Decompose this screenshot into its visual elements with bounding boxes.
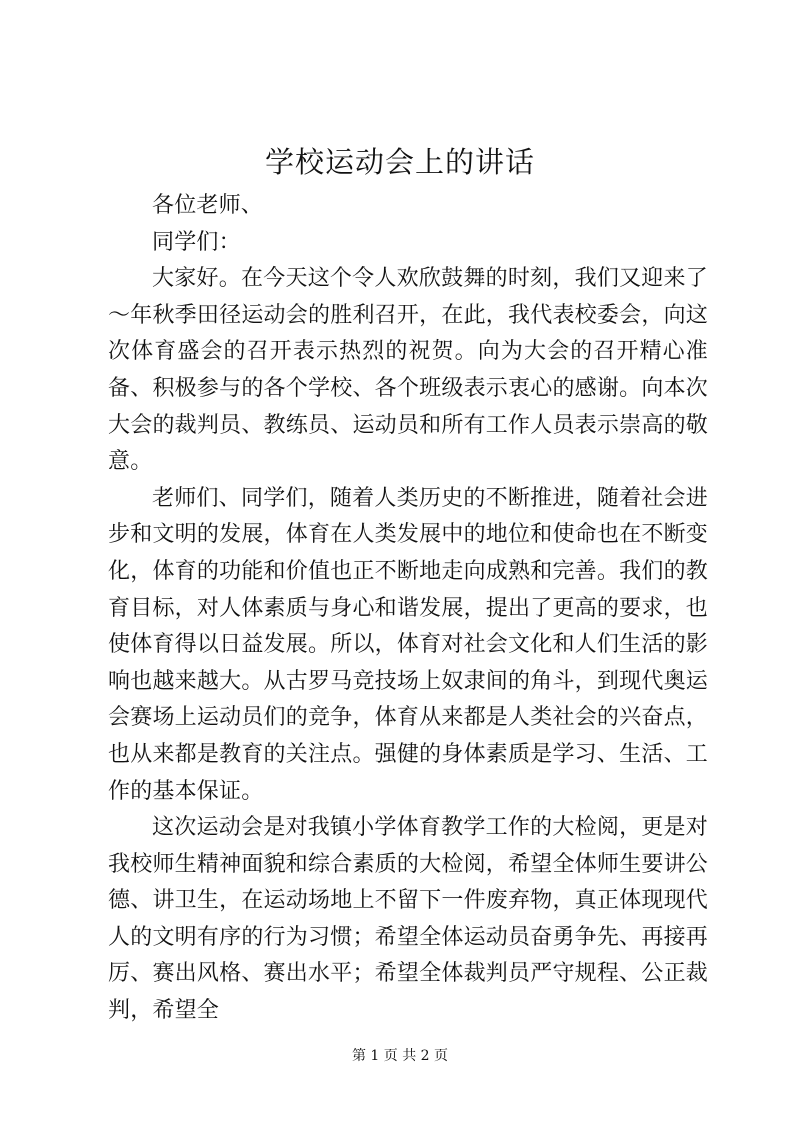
salutation-teachers: 各位老师、	[152, 193, 264, 218]
paragraph-sports-development: 老师们、同学们，随着人类历史的不断推进，随着社会进步和文明的发展，体育在人类发展中的地位和使命也在不断变化，体育的功能和价值也正不断地走向成熟和完善。我们的教育目标，对人体素质与身心和谐发展，提出了更高的要求，也使体育得以日益发展。所以，体育对社会文化和人们生活的影响也越来越大。从古罗马竞技场上奴隶间的角斗，到现代奥运会赛场上运动员们的竞争，体育从来都是人类社会的兴奋点，也从来都是教育的关注点。强健的身体素质是学习、生活、工作的基本保证。	[108, 485, 708, 804]
page-number-footer: 第 1 页 共 2 页	[351, 1048, 449, 1064]
paragraph-expectations: 这次运动会是对我镇小学体育教学工作的大检阅，更是对我校师生精神面貌和综合素质的大检阅，希望全体师生要讲公德、讲卫生，在运动场地上不留下一件废弃物，真正体现现代人的文明有序的行为习惯；希望全体运动员奋勇争先、再接再厉、赛出风格、赛出水平；希望全体裁判员严守规程、公正裁判，希望全	[108, 815, 708, 1024]
salutation-students: 同学们：	[152, 229, 241, 255]
document-title: 学校运动会上的讲话	[264, 145, 535, 179]
document-body	[108, 188, 708, 1030]
paragraph-greeting: 大家好。在今天这个令人欢欣鼓舞的时刻，我们又迎来了～年秋季田径运动会的胜利召开，在此，我代表校委会，向这次体育盛会的召开表示热烈的祝贺。向为大会的召开精心准备、积极参与的各个学校、各个班级表示衷心的感谢。向本次大会的裁判员、教练员、运动员和所有工作人员表示崇高的敬意。	[108, 266, 708, 475]
